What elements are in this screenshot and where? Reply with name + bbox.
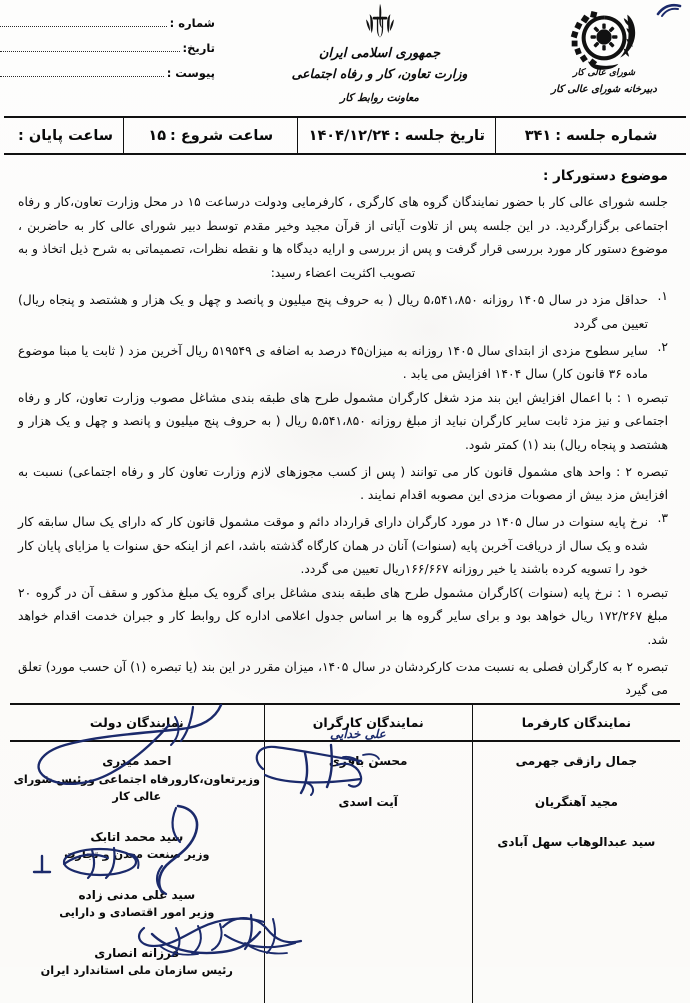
column-header-workers: نمایندگان کارگران [264,704,472,741]
employer-1-name: جمال رازقی جهرمی [515,754,638,768]
field-number-label: شماره : [169,16,215,30]
employer-signatory-2 [474,793,679,812]
field-attachment [0,66,215,80]
agenda-paragraph: جلسه شورای عالی کار با حضور نمایندگان گروه های کارگری ، کارفرمایی ودولت درساعت ۱۵ در محل وزارت تعاون،کار و رفاه اجتماعی برگزارگردید. در این جلسه پس از تلاوت آیاتی از قرآن مجید وخیر مقدم توسط دبیر شورای عالی کار به حاضربن ، موضوع دستور کار مورد بررسی قرار گرفت و پس از بررسی و ارایه دیدگاه ها و نقطه نظرات، تصمیماتی به شرح ذیل اتخاذ و به تصویب اکثریت اعضاء رسید: [18,195,668,280]
session-number-label: شماره جلسه : [555,127,658,144]
employer-2-name: مجید آهنگریان [534,794,618,809]
iran-emblem-icon [354,2,406,42]
deputy-name: معاونت روابط کار [340,92,419,104]
worker-signatory-1 [266,752,471,771]
worker-1-name: محسن باقری [328,754,408,768]
session-date-cell [298,118,496,153]
resolution-item-2-note-1: تبصره ۱ : با اعمال افزایش این بند مزد شغل کارگران مشمول طرح های طبقه بندی مشاغل مصوب وزارت تعاون، کار و رفاه اجتماعی و نیز مزد ثابت سایر کارگران نباید از مبلغ روزانه ۵،۵۴۱،۸۵۰ ریال ( به حروف پنج میلیون و پانصد و چهل و یک هزار و هشتصد و پنجاه ریال) بند (۱) کمتر شود. [18,390,669,453]
government-1-name: احمد میدری [102,754,172,768]
council-name: شورای عالی کار [572,68,636,78]
letterhead-right [518,0,690,95]
resolution-item-3-text: نرخ پایه سنوات در سال ۱۴۰۵ در مورد کارگران دارای قرارداد دائم و موقت مشمول قانون کار که دارای یک سال سابقه کار شده و یک سال از دریافت آخربن پایه (سنوات) آنان در همان کارگاه گذشته باشد، اعم از اینکه حق سنوات یا مزایای پایان کار خود را تسویه کرده باشند یا خیر روزانه ۱۶۶/۶۶۷ریال تعیین می گردد. [18,514,648,577]
letterhead [0,0,690,116]
government-2-name: سید محمد اتابک [90,829,184,844]
signature-body-row [10,741,680,1003]
resolution-item-2 [18,340,669,508]
employer-signatory-1 [474,752,679,771]
resolution-item-1-text: حداقل مزد در سال ۱۴۰۵ روزانه ۵،۵۴۱،۸۵۰ ریال ( به حروف پنج میلیون و پانصد و چهل و یک هزار و هشتصد و پنجاه ریال) تعیین می گردد [18,293,648,332]
resolution-item-2-text: سایر سطوح مزدی از ابتدای سال ۱۴۰۵ روزانه به میزان۴۵ درصد به اضافه ی ۵۱۹۵۴۹ ریال آخرین مزد ( ثابت یا مبنا موضوع ماده ۳۶ قانون کار) سال ۱۴۰۴ افزایش می یابد . [18,343,648,382]
session-start-label: ساعت شروع : [170,127,274,144]
field-number [0,16,215,30]
column-header-government: نمایندگان دولت [10,704,264,741]
resolution-item-1 [18,289,648,336]
session-end-label: ساعت پایان : [18,127,114,144]
field-attachment-label: پیوست : [166,66,215,80]
signature-section [0,703,690,978]
resolution-item-3 [18,511,668,703]
country-name: جمهوری اسلامی ایران [318,46,441,61]
employers-cell [472,741,680,1003]
session-number-cell [496,118,686,153]
resolution-item-2-note-2: تبصره ۲ : واحد های مشمول قانون کار می توانند ( پس از کسب مجوزهای لازم وزارت تعاون کار و رفاه اجتماعی) نسبت به افزایش مزد بیش از مصوبات مزدی این مصوبه اقدام نمایند . [18,464,668,503]
letterhead-center [241,0,518,104]
ministry-name: وزارت تعاون، کار و رفاه اجتماعی [291,66,468,81]
worker-1-handwritten-name: علی خدایی [330,727,386,741]
government-cell [10,741,264,1003]
worker-2-name: آیت اسدی [338,794,398,809]
government-3-name: سید علی مدنی زاده [78,887,196,902]
letterhead-form-fields [0,0,241,80]
session-meta-bar [4,116,686,155]
government-1-title: وزیرتعاون،کارورفاه اجتماعی ورئیس شورای عالی کار [13,772,260,804]
resolution-item-3-note-2: تبصره ۲ به کارگران فصلی به نسبت مدت کارکردشان در سال ۱۴۰۵، میزان مقرر در این بند (یا تبصره (۱) آن حسب مورد) تعلق می گیرد [18,659,668,698]
document-body [0,155,690,703]
government-signatory-2 [11,828,263,864]
agenda-title: موضوع دستورکار : [543,168,668,184]
field-date-label: تاریخ: [182,41,215,55]
field-attachment-input[interactable] [0,76,164,77]
session-end-cell [4,118,124,153]
session-start-value: ۱۵ [148,127,167,144]
council-secretariat: دبیرخانه شورای عالی کار [551,84,657,95]
government-2-title: وزیر صنعت معدن و تجارت [64,848,210,862]
employer-3-name: سید عبدالوهاب سهل آبادی [497,835,656,850]
session-date-value: ۱۴۰۴/۱۲/۲۴ [308,127,390,144]
signature-table [10,703,680,1003]
field-date-input[interactable] [0,51,180,52]
session-date-label: تاریخ جلسه : [394,127,485,144]
government-4-name: فرزانه انصاری [94,945,180,960]
session-number-value: ۳۴۱ [524,127,552,144]
column-header-employers: نمایندگان کارفرما [472,704,680,741]
resolution-item-3-note-1: تبصره ۱ : نرخ پایه (سنوات )کارگران مشمول طرح های طبقه بندی مشاغل برای گروه یک مبلغ مذکور و سقف آن در گروه ۲۰ مبلغ ۱۷۲/۲۶۷ ریال خواهد بود و برای سایر گروه ها بر اساس جدول اعلامی اداره کل روابط کار و جبران خدمت اقدام خواهد شد. [18,585,668,647]
worker-signatory-2 [266,793,471,812]
field-number-input[interactable] [0,26,167,27]
workers-cell [264,741,472,1003]
government-3-title: وزیر امور اقتصادی و دارایی [59,906,215,920]
supreme-labour-council-gear-icon [558,2,650,72]
government-signatory-4 [11,944,263,980]
government-signatory-3 [11,886,263,922]
employer-signatory-3 [474,833,679,852]
resolutions-list [18,289,668,702]
session-start-cell [124,118,298,153]
field-date [0,41,215,55]
government-4-title: رئیس سازمان ملی استاندارد ایران [40,964,233,978]
signature-header-row [10,704,680,741]
government-signatory-1 [11,752,263,806]
